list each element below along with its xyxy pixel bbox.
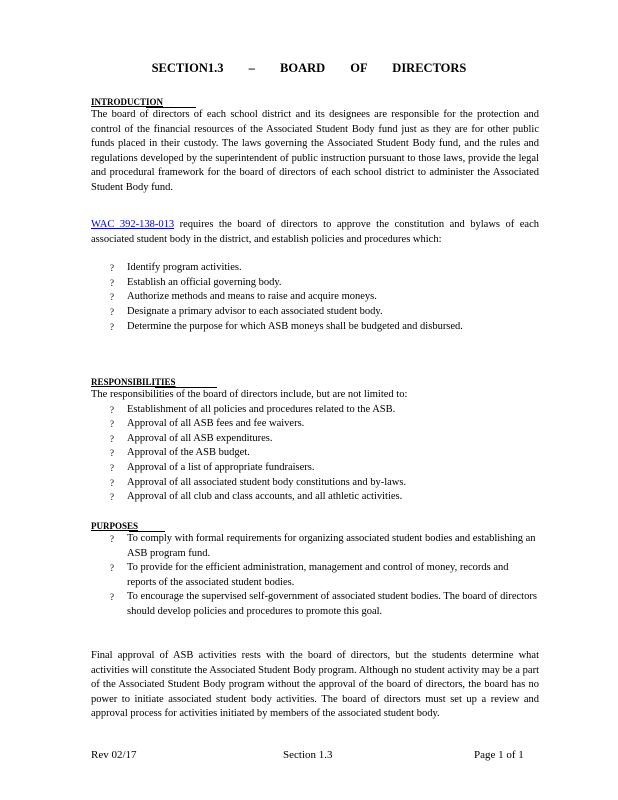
responsibilities-intro: The responsibilities of the board of directors include, but are not limited to:	[91, 389, 408, 400]
bullet-icon: ?	[110, 306, 114, 317]
list-item: ? Approval of all club and class accounts, and all athletic activities.	[91, 490, 539, 505]
bullet-icon: ?	[110, 404, 114, 415]
list-item: ? Approval of all ASB expenditures.	[91, 432, 539, 447]
list-item: ? Establish an official governing body.	[91, 276, 539, 291]
footer-revision: Rev 02/17	[91, 749, 137, 761]
list-item: ? To provide for the efficient administration, management and control of money, records and reports of the associated student bodies.	[110, 562, 509, 588]
wac-list	[91, 261, 539, 334]
footer-page-number: Page 1 of 1	[474, 749, 524, 761]
list-item: ? Identify program activities.	[91, 261, 539, 276]
list-item: ? Approval of all ASB fees and fee waivers.	[91, 417, 539, 432]
bullet-icon: ?	[110, 448, 114, 459]
bullet-icon: ?	[110, 419, 114, 430]
list-item: ? Determine the purpose for which ASB moneys shall be budgeted and disbursed.	[91, 320, 539, 335]
purposes-section	[91, 521, 539, 620]
bullet-icon: ?	[110, 433, 114, 444]
bullet-icon: ?	[110, 477, 114, 488]
heading-underline	[146, 107, 196, 108]
responsibilities-list	[91, 403, 539, 505]
list-item: ? Approval of the ASB budget.	[91, 446, 539, 461]
introduction-paragraph: The board of directors of each school district and its designees are responsible for the protection and control of the financial resources of the Associated Student Body fund just as they are for other public funds placed in their custody. The laws governing the Associated Student Body fund, and the rules and regulations developed by the superintendent of public instruction pursuant to those laws, provide the legal and procedural framework for the board of directors of each school district to administer the Associated Student Body fund.	[91, 109, 539, 193]
wac-paragraph	[91, 218, 539, 247]
list-item: ? Approval of all associated student body constitutions and by-laws.	[91, 476, 539, 491]
introduction-heading: INTRODUCTION	[91, 97, 539, 108]
heading-underline	[155, 387, 217, 388]
bullet-icon: ?	[110, 321, 114, 332]
wac-link[interactable]: WAC 392-138-013	[91, 219, 175, 230]
responsibilities-heading: RESPONSIBILITIES	[91, 377, 539, 388]
bullet-icon: ?	[110, 563, 114, 574]
bullet-icon: ?	[110, 592, 114, 603]
list-item: ? Approval of a list of appropriate fundraisers.	[91, 461, 539, 476]
wac-section	[91, 218, 539, 334]
bullet-icon: ?	[110, 492, 114, 503]
closing-section	[91, 649, 539, 722]
bullet-icon: ?	[110, 263, 114, 274]
footer-section: Section 1.3	[283, 749, 333, 761]
list-item: ? To comply with formal requirements for organizing associated student bodies and establishing an ASB program fund.	[110, 533, 536, 559]
list-item: ? To encourage the supervised self-government of associated student bodies. The board of directors should develop policies and procedures to promote this goal.	[110, 591, 537, 617]
introduction-section	[91, 97, 539, 196]
page-title: SECTION1.3 – BOARD OF DIRECTORS	[151, 61, 467, 75]
list-item: ? Designate a primary advisor to each associated student body.	[91, 305, 539, 320]
bullet-icon: ?	[110, 277, 114, 288]
bullet-icon: ?	[110, 462, 114, 473]
list-item: ? Establishment of all policies and procedures related to the ASB.	[91, 403, 539, 418]
list-item: ? Authorize methods and means to raise and acquire moneys.	[91, 290, 539, 305]
purposes-list	[91, 532, 539, 620]
responsibilities-section	[91, 377, 539, 505]
wac-paragraph-text: requires the board of directors to approve the constitution and bylaws of each associated student body in the district, and establish policies and procedures which:	[91, 219, 539, 245]
purposes-heading: PURPOSES	[91, 521, 539, 532]
closing-paragraph: Final approval of ASB activities rests with the board of directors, but the students determine what activities will constitute the Associated Student Body program. Although no student activity may be a part of the Associated Student Body program without the approval of the board of directors, the board has no power to initiate associated student body activities. The board of directors must set up a review and approval process for activities initiated by members of the associated student body.	[91, 650, 539, 720]
bullet-icon: ?	[110, 534, 114, 544]
bullet-icon: ?	[110, 292, 114, 303]
